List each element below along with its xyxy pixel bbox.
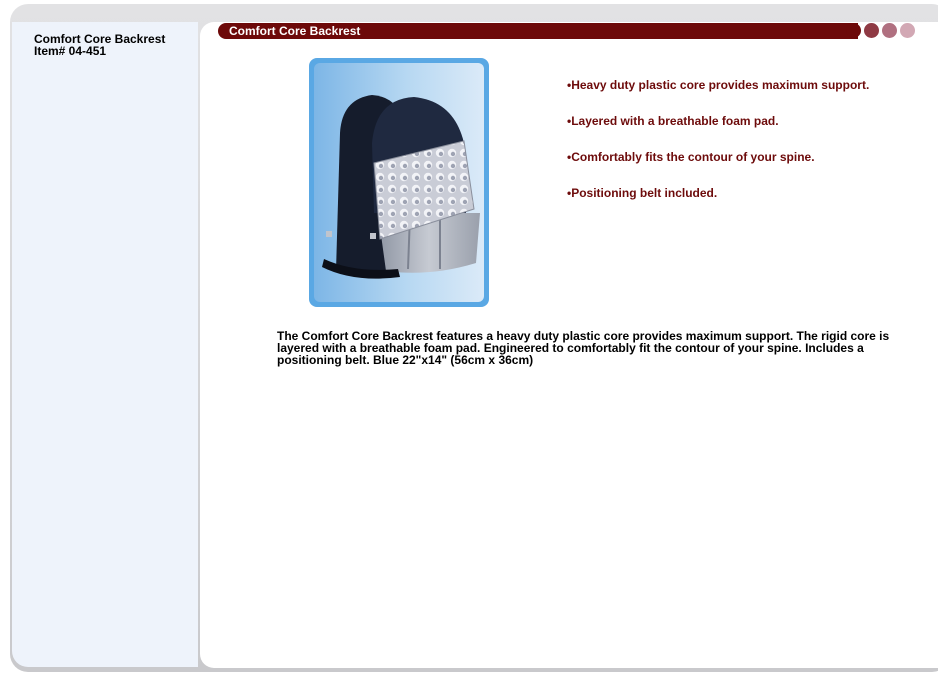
page-title: Comfort Core Backrest [229, 24, 361, 38]
dot-4 [900, 23, 915, 38]
product-image [314, 63, 484, 302]
feature-item: •Positioning belt included. [567, 186, 718, 200]
backrest-cushion-image [314, 63, 484, 302]
dot-2 [864, 23, 879, 38]
dot-3 [882, 23, 897, 38]
sidebar-product-name: Comfort Core Backrest [34, 32, 166, 46]
sidebar [12, 22, 198, 667]
feature-item: •Comfortably fits the contour of your spine. [567, 150, 815, 164]
product-image-frame [309, 58, 489, 307]
feature-item: •Heavy duty plastic core provides maximum support. [567, 78, 870, 92]
sidebar-product-info [34, 33, 194, 57]
feature-item: •Layered with a breathable foam pad. [567, 114, 779, 128]
dot-1 [846, 23, 861, 38]
product-description: The Comfort Core Backrest features a heavy duty plastic core provides maximum support. The rigid core is layered with a breathable foam pad. Engineered to comfortably fit the contour of your spine. Includes a positioning belt. Blue 22"x14" (56cm x 36cm) [277, 329, 890, 367]
feature-list [567, 78, 927, 222]
sidebar-item-number: Item# 04-451 [34, 44, 107, 58]
